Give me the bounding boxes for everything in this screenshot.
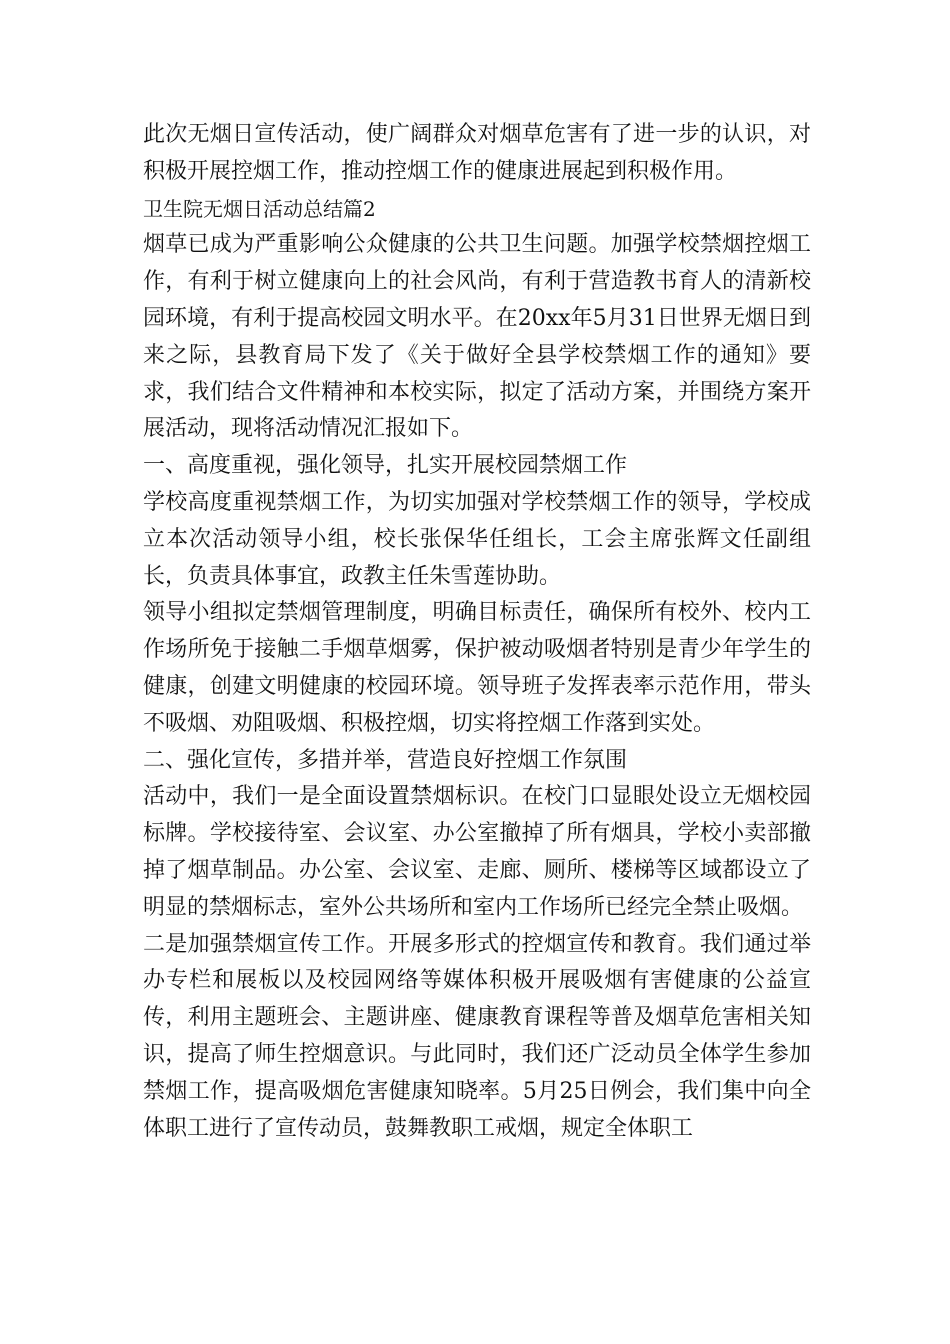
paragraph: 学校高度重视禁烟工作，为切实加强对学校禁烟工作的领导，学校成立本次活动领导小组，校长张保华任组长，工会主席张辉文任副组长，负责具体事宜，政教主任朱雪莲协助。 [143, 489, 811, 589]
paragraph: 烟草已成为严重影响公众健康的公共卫生问题。加强学校禁烟控烟工作，有利于树立健康向上的社会风尚，有利于营造教书育人的清新校园环境，有利于提高校园文明水平。在20xx年5月31日世界无烟日到来之际，县教育局下发了《关于做好全县学校禁烟工作的通知》要求，我们结合文件精神和本校实际，拟定了活动方案，并围绕方案开展活动，现将活动情况汇报如下。 [143, 232, 811, 442]
section-title: 卫生院无烟日活动总结篇2 [143, 196, 376, 221]
paragraph: 活动中，我们一是全面设置禁烟标识。在校门口显眼处设立无烟校园标牌。学校接待室、会议室、办公室撤掉了所有烟具，学校小卖部撤掉了烟草制品。办公室、会议室、走廊、厕所、楼梯等区域都设立了明显的禁烟标志，室外公共场所和室内工作场所已经完全禁止吸烟。 [143, 784, 811, 920]
paragraph: 二是加强禁烟宣传工作。开展多形式的控烟宣传和教育。我们通过举办专栏和展板以及校园网络等媒体积极开展吸烟有害健康的公益宣传，利用主题班会、主题讲座、健康教育课程等普及烟草危害相关知识，提高了师生控烟意识。与此同时，我们还广泛动员全体学生参加禁烟工作，提高吸烟危害健康知晓率。5月25日例会，我们集中向全体职工进行了宣传动员，鼓舞教职工戒烟，规定全体职工 [143, 931, 811, 1141]
section-heading: 一、高度重视，强化领导，扎实开展校园禁烟工作 [143, 453, 628, 479]
paragraph: 此次无烟日宣传活动，使广阔群众对烟草危害有了进一步的认识，对积极开展控烟工作，推动控烟工作的健康进展起到积极作用。 [143, 122, 811, 184]
section-heading: 二、强化宣传，多措并举，营造良好控烟工作氛围 [143, 747, 628, 773]
document-body [143, 117, 811, 1147]
paragraph: 领导小组拟定禁烟管理制度，明确目标责任，确保所有校外、校内工作场所免于接触二手烟草烟雾，保护被动吸烟者特别是青少年学生的健康，创建文明健康的校园环境。领导班子发挥表率示范作用，带头不吸烟、劝阻吸烟、积极控烟，切实将控烟工作落到实处。 [143, 600, 811, 736]
